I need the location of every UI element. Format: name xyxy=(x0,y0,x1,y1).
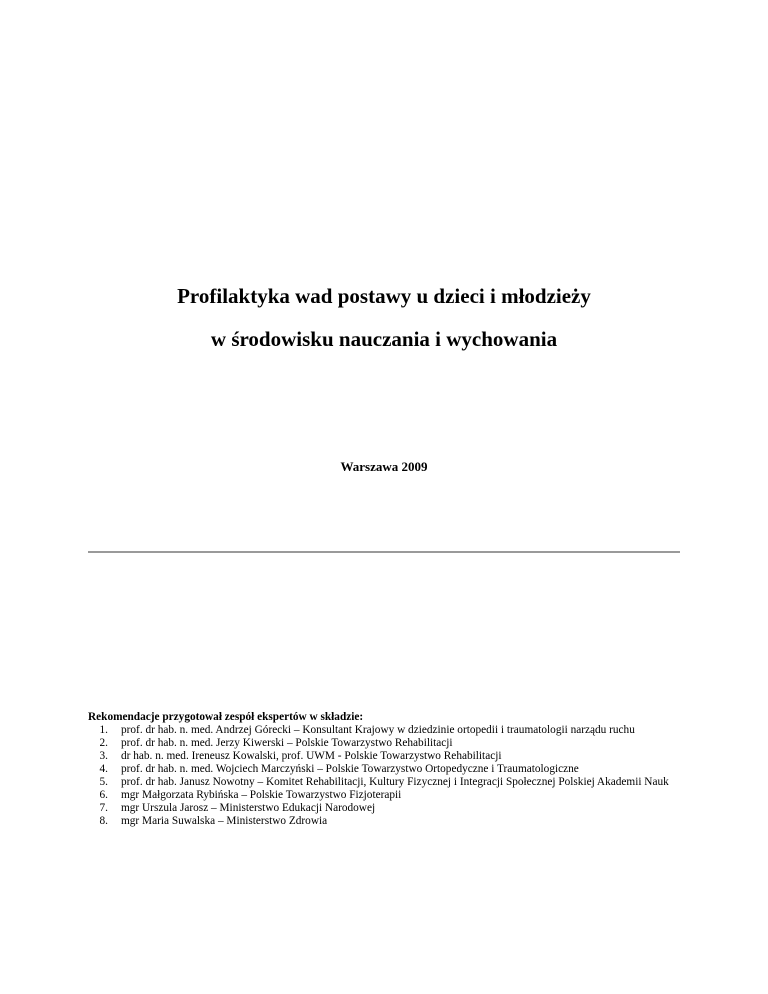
expert-item xyxy=(88,776,680,789)
expert-text: mgr Małgorzata Rybińska – Polskie Towarzystwo Fizjoterapii xyxy=(121,789,402,801)
expert-item xyxy=(88,789,680,802)
expert-item xyxy=(88,750,680,763)
expert-text: prof. dr hab. n. med. Wojciech Marczyński – Polskie Towarzystwo Ortopedyczne i Traumatologiczne xyxy=(121,763,579,775)
place-date: Warszawa 2009 xyxy=(340,459,428,474)
expert-text: dr hab. n. med. Ireneusz Kowalski, prof. UWM - Polskie Towarzystwo Rehabilitacji xyxy=(121,750,502,762)
expert-text: prof. dr hab. Janusz Nowotny – Komitet Rehabilitacji, Kultury Fizycznej i Integracji Społecznej Polskiej Akademii Nauk xyxy=(121,776,669,788)
experts-list xyxy=(88,724,680,828)
expert-text: mgr Maria Suwalska – Ministerstwo Zdrowia xyxy=(121,815,328,827)
expert-number: 4. xyxy=(99,763,108,775)
expert-number: 6. xyxy=(99,789,108,801)
expert-item xyxy=(88,724,680,737)
experts-heading: Rekomendacje przygotował zespół ekspertów w składzie: xyxy=(88,711,364,723)
document-title-line-2: w środowisku nauczania i wychowania xyxy=(210,327,558,351)
document-title-line-1: Profilaktyka wad postawy u dzieci i młodzieży xyxy=(177,284,591,308)
expert-item xyxy=(88,802,680,815)
expert-item xyxy=(88,737,680,750)
expert-number: 2. xyxy=(99,737,108,749)
expert-number: 3. xyxy=(99,750,108,762)
expert-text: prof. dr hab. n. med. Jerzy Kiwerski – Polskie Towarzystwo Rehabilitacji xyxy=(121,737,453,749)
expert-number: 1. xyxy=(99,724,108,736)
expert-text: prof. dr hab. n. med. Andrzej Górecki – Konsultant Krajowy w dziedzinie ortopedii i traumatologii narządu ruchu xyxy=(121,724,635,736)
expert-number: 5. xyxy=(99,776,108,788)
horizontal-divider xyxy=(88,551,680,553)
expert-number: 8. xyxy=(99,815,108,827)
expert-item xyxy=(88,815,680,828)
expert-number: 7. xyxy=(99,802,108,814)
expert-item xyxy=(88,763,680,776)
expert-text: mgr Urszula Jarosz – Ministerstwo Edukacji Narodowej xyxy=(121,802,376,814)
experts-section xyxy=(88,711,680,828)
